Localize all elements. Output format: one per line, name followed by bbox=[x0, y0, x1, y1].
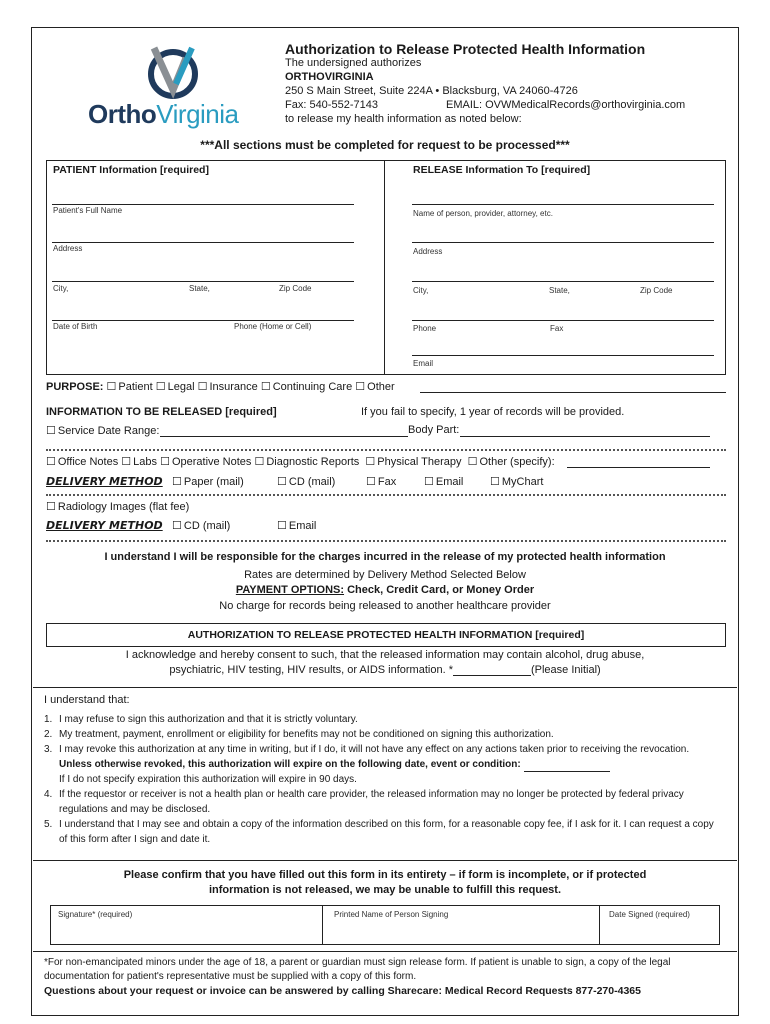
payment-options-label: PAYMENT OPTIONS: bbox=[235, 584, 345, 596]
confirm-line2: information is not released, we may be unable to fulfill this request. bbox=[208, 884, 562, 896]
consent-line2: psychiatric, HIV testing, HIV results, or AIDS information. * (Please Initial) bbox=[169, 664, 601, 676]
purpose-option-other[interactable]: ☐ Other bbox=[355, 381, 395, 393]
patient-release-box bbox=[46, 160, 726, 375]
payment-options bbox=[31, 584, 739, 596]
type-labs[interactable]: ☐ Labs bbox=[121, 456, 157, 468]
patient-name-line[interactable] bbox=[52, 204, 354, 205]
checkbox-icon: ☐ bbox=[490, 476, 500, 488]
patient-address-line[interactable] bbox=[52, 242, 354, 243]
checkbox-icon: ☐ bbox=[46, 456, 56, 468]
patient-city-line[interactable] bbox=[52, 281, 354, 282]
header-email: EMAIL: OVWMedicalRecords@orthovirginia.com bbox=[446, 99, 686, 111]
checkbox-icon: ☐ bbox=[355, 381, 366, 393]
type-diagnostic-reports[interactable]: ☐ Diagnostic Reports bbox=[254, 456, 360, 468]
patient-phone-label: Phone (Home or Cell) bbox=[234, 322, 312, 331]
release-heading: RELEASE Information To [required] bbox=[413, 164, 591, 176]
info-released-note: If you fail to specify, 1 year of records will be provided. bbox=[361, 406, 625, 418]
purpose-other-line[interactable] bbox=[420, 392, 726, 393]
service-date-label: Service Date Range: bbox=[57, 425, 160, 437]
release-state-label: State, bbox=[549, 286, 570, 295]
minors-note-line2: documentation for patient's representative must be supplied with a copy of this form. bbox=[44, 971, 417, 982]
section-rule bbox=[33, 687, 737, 688]
section-divider bbox=[46, 494, 726, 496]
delivery-method-label-2: DELIVERY METHOD bbox=[46, 519, 163, 532]
type-physical-therapy[interactable]: ☐ Physical Therapy bbox=[365, 456, 462, 468]
release-fax-label: Fax bbox=[550, 324, 564, 333]
section-divider bbox=[46, 449, 726, 451]
delivery-mychart[interactable]: ☐ MyChart bbox=[490, 476, 544, 488]
authorization-heading: AUTHORIZATION TO RELEASE PROTECTED HEALTH INFORMATION [required] bbox=[46, 623, 726, 647]
header-address: 250 S Main Street, Suite 224A • Blacksburg, VA 24060-4726 bbox=[285, 85, 578, 97]
checkbox-icon: ☐ bbox=[277, 476, 287, 488]
no-charge-note: No charge for records being released to another healthcare provider bbox=[219, 600, 551, 612]
questions-note: Questions about your request or invoice can be answered by calling Sharecare: Medical Record Requests 877-270-4365 bbox=[44, 985, 641, 997]
type-other-line[interactable] bbox=[567, 467, 710, 468]
list-item: 2. My treatment, payment, enrollment or eligibility for benefits may not be conditioned on signing this authorization. bbox=[44, 729, 554, 740]
patient-heading: PATIENT Information [required] bbox=[53, 164, 209, 176]
logo-text-ortho: Ortho bbox=[88, 99, 157, 129]
purpose-option-patient[interactable]: ☐ Patient bbox=[106, 381, 153, 393]
list-item: 5. I understand that I may see and obtain a copy of the information described on this form, for a reasonable copy fee, if I ask for it. I can request a copy of this form after I sign and date it. bbox=[44, 819, 714, 845]
release-email-label: Email bbox=[413, 359, 434, 368]
understand-list bbox=[44, 712, 722, 847]
body-part-label: Body Part: bbox=[408, 424, 460, 436]
date-signed-label: Date Signed (required) bbox=[609, 910, 690, 919]
service-date-line[interactable] bbox=[160, 436, 408, 437]
delivery-fax[interactable]: ☐ Fax bbox=[366, 476, 397, 488]
release-phone-label: Phone bbox=[413, 324, 437, 333]
signature-label: Signature* (required) bbox=[58, 910, 133, 919]
patient-zip-label: Zip Code bbox=[279, 284, 312, 293]
checkbox-icon[interactable]: ☐ bbox=[46, 425, 56, 437]
radiology-option[interactable]: ☐ Radiology Images (flat fee) bbox=[46, 501, 190, 513]
payment-options-text: Check, Credit Card, or Money Order bbox=[344, 584, 535, 596]
release-name-label: Name of person, provider, attorney, etc. bbox=[413, 209, 553, 218]
release-email-line[interactable] bbox=[412, 355, 714, 356]
header-line1: The undersigned authorizes bbox=[285, 57, 422, 69]
header-org: ORTHOVIRGINIA bbox=[285, 71, 374, 83]
release-zip-label: Zip Code bbox=[640, 286, 673, 295]
delivery-email[interactable]: ☐ Email bbox=[424, 476, 464, 488]
patient-release-divider bbox=[384, 160, 385, 375]
checkbox-icon: ☐ bbox=[46, 501, 56, 513]
purpose-label: PURPOSE: bbox=[46, 381, 104, 393]
charges-statement: I understand I will be responsible for the charges incurred in the release of my protected health information bbox=[104, 551, 666, 563]
checkbox-icon: ☐ bbox=[160, 456, 170, 468]
checkbox-icon: ☐ bbox=[106, 381, 117, 393]
expiration-default: If I do not specify expiration this authorization will expire in 90 days. bbox=[59, 774, 357, 785]
checkbox-icon: ☐ bbox=[277, 520, 287, 532]
section-divider bbox=[46, 540, 726, 542]
form-title: Authorization to Release Protected Health Information bbox=[285, 41, 646, 57]
patient-dob-line[interactable] bbox=[52, 320, 354, 321]
type-other[interactable]: ☐ Other (specify): bbox=[467, 456, 555, 468]
purpose-row bbox=[46, 380, 395, 393]
orthovirginia-logo bbox=[88, 44, 258, 132]
rates-note: Rates are determined by Delivery Method Selected Below bbox=[244, 569, 526, 581]
confirm-line1: Please confirm that you have filled out this form in its entirety – if form is incomplete, or if protected bbox=[123, 869, 647, 881]
patient-dob-label: Date of Birth bbox=[53, 322, 98, 331]
revocation-bold: Unless otherwise revoked, this authorization will expire on the following date, event or condition: bbox=[59, 759, 521, 770]
release-city-line[interactable] bbox=[412, 281, 714, 282]
checkbox-icon: ☐ bbox=[197, 381, 208, 393]
minors-note-line1: *For non-emancipated minors under the age of 18, a parent or guardian must sign release form. If patient is unable to sign, a copy of the legal bbox=[44, 957, 671, 968]
info-released-heading: INFORMATION TO BE RELEASED [required] bbox=[46, 406, 277, 418]
all-sections-notice: ***All sections must be completed for request to be processed*** bbox=[200, 138, 570, 152]
purpose-option-insurance[interactable]: ☐ Insurance bbox=[197, 381, 258, 393]
consent-line1: I acknowledge and hereby consent to such, that the released information may contain alcohol, drug abuse, bbox=[125, 649, 645, 661]
checkbox-icon: ☐ bbox=[365, 456, 376, 468]
delivery2-cd[interactable]: ☐ CD (mail) bbox=[172, 520, 231, 532]
delivery2-email[interactable]: ☐ Email bbox=[277, 520, 317, 532]
initial-field[interactable] bbox=[453, 665, 531, 676]
checkbox-icon: ☐ bbox=[424, 476, 434, 488]
checkbox-icon: ☐ bbox=[260, 381, 271, 393]
delivery-method-label: DELIVERY METHOD bbox=[46, 475, 163, 488]
body-part-line[interactable] bbox=[460, 436, 710, 437]
checkbox-icon: ☐ bbox=[121, 456, 132, 468]
patient-state-label: State, bbox=[189, 284, 210, 293]
release-phone-line[interactable] bbox=[412, 320, 714, 321]
checkbox-icon: ☐ bbox=[155, 381, 166, 393]
service-date-row bbox=[46, 424, 159, 437]
checkbox-icon: ☐ bbox=[254, 456, 265, 468]
expiration-field[interactable] bbox=[524, 761, 610, 772]
type-operative-notes[interactable]: ☐ Operative Notes bbox=[160, 456, 252, 468]
checkbox-icon: ☐ bbox=[467, 456, 478, 468]
checkbox-icon: ☐ bbox=[172, 520, 182, 532]
list-item: 4. If the requestor or receiver is not a health plan or health care provider, the released information may no longer be protected by federal privacy regulations and may be disclosed. bbox=[44, 789, 684, 815]
purpose-option-continuing-care[interactable]: ☐ Continuing Care bbox=[260, 381, 353, 393]
understand-intro: I understand that: bbox=[44, 694, 130, 706]
release-address-label: Address bbox=[413, 247, 443, 256]
printed-name-label: Printed Name of Person Signing bbox=[334, 910, 449, 919]
section-rule bbox=[33, 951, 737, 952]
checkbox-icon: ☐ bbox=[366, 476, 376, 488]
patient-address-label: Address bbox=[53, 244, 83, 253]
list-item: 1. I may refuse to sign this authorization and that it is strictly voluntary. bbox=[44, 714, 358, 725]
list-item: 3. I may revoke this authorization at any time in writing, but if I do, it will not have any effect on any actions taken prior to receiving the revocation. Unless otherwise revoked, this authorization will expire on the following date, event or condition: If I do not specify expiration this authorization will expire in 90 days. bbox=[44, 744, 690, 785]
delivery-cd[interactable]: ☐ CD (mail) bbox=[277, 476, 336, 488]
section-rule bbox=[33, 860, 737, 861]
delivery-paper[interactable]: ☐ Paper (mail) bbox=[172, 476, 244, 488]
patient-name-label: Patient's Full Name bbox=[53, 206, 123, 215]
header-fax: Fax: 540-552-7143 bbox=[285, 99, 378, 111]
header-release-line: to release my health information as noted below: bbox=[285, 113, 522, 125]
record-types-row bbox=[46, 455, 555, 468]
release-city-label: City, bbox=[413, 286, 429, 295]
type-office-notes[interactable]: ☐ Office Notes bbox=[46, 456, 119, 468]
release-address-line[interactable] bbox=[412, 242, 714, 243]
purpose-option-legal[interactable]: ☐ Legal bbox=[155, 381, 195, 393]
checkbox-icon: ☐ bbox=[172, 476, 182, 488]
patient-city-label: City, bbox=[53, 284, 69, 293]
release-name-line[interactable] bbox=[412, 204, 714, 205]
logo-text-virginia: Virginia bbox=[156, 99, 239, 129]
